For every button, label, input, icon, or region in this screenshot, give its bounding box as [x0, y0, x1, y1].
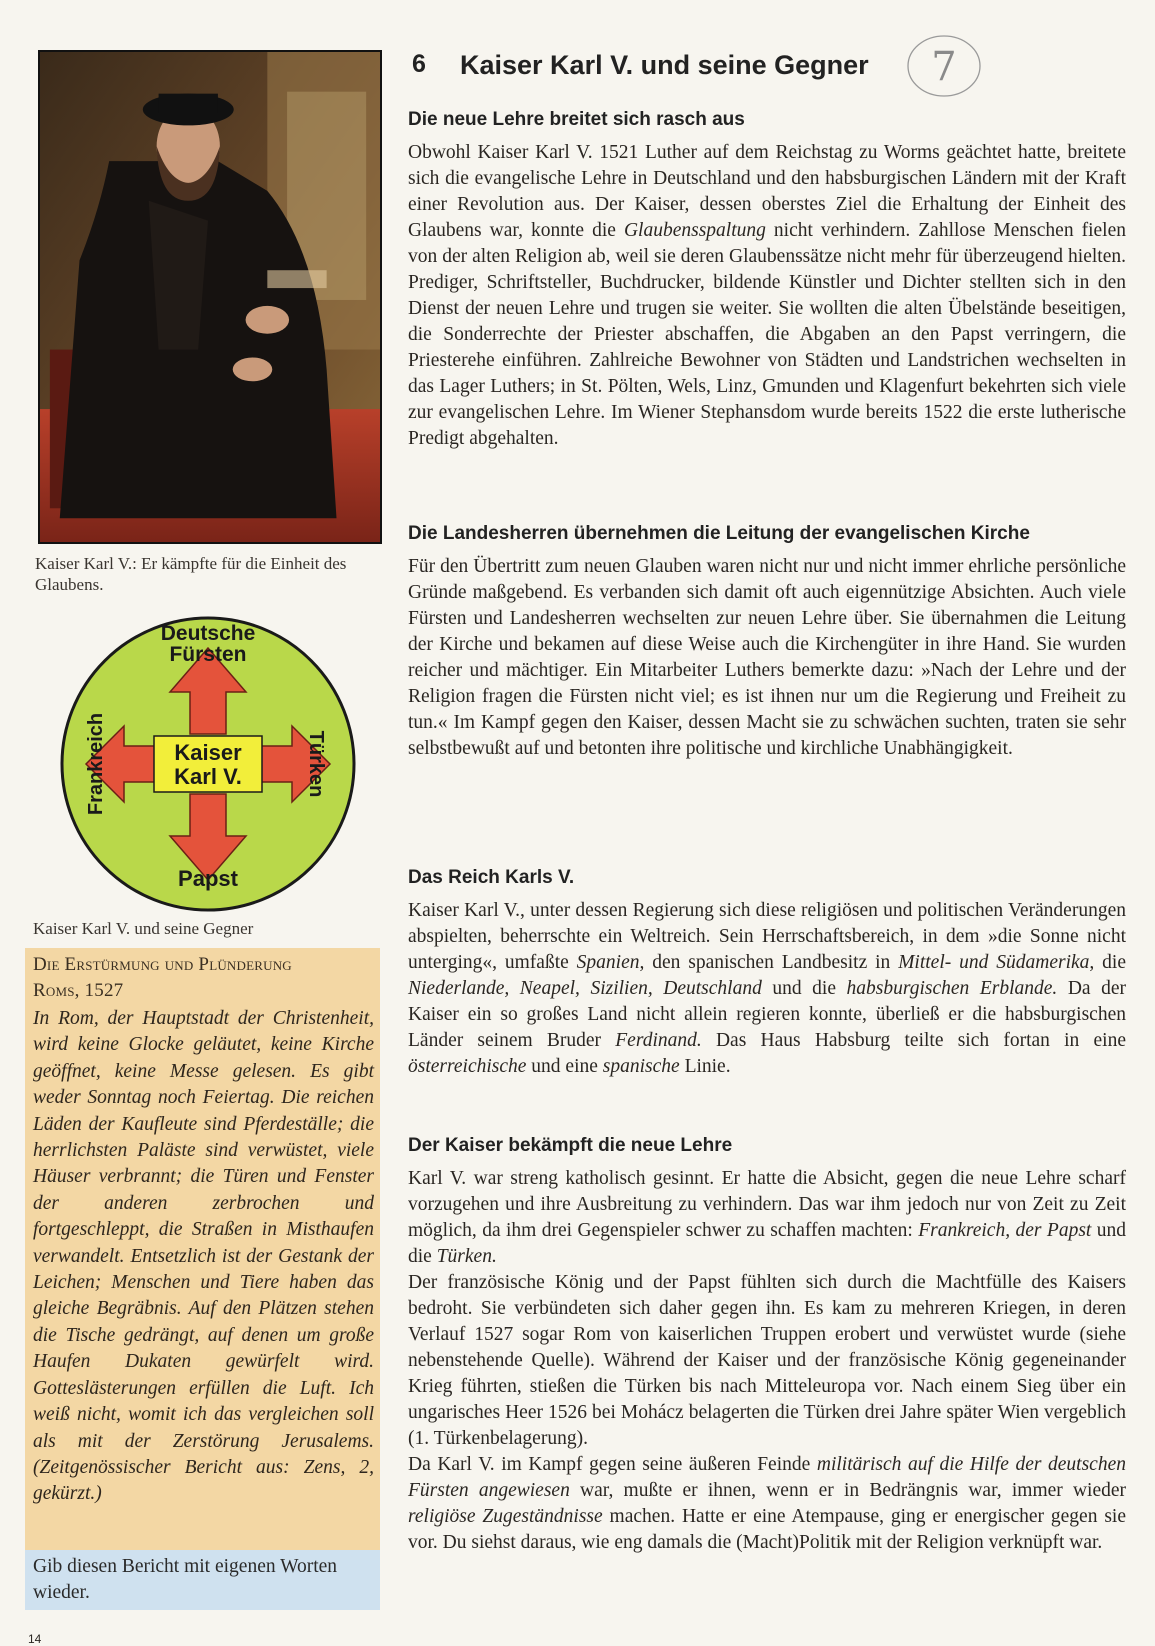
section-heading: Die Landesherren übernehmen die Leitung der evangelischen Kirche [408, 523, 1030, 544]
bottom-label: Papst [178, 866, 238, 891]
source-box [25, 948, 380, 1550]
source-title-line-2: Roms, 1527 [33, 980, 124, 1001]
right-label: Türken [305, 730, 327, 798]
section-paragraph: Kaiser Karl V., unter dessen Regierung sich diese religiösen und politischen Veränderungen abspielten, beherrschte ein Weltreich. Sein Herrschaftsbereich, in dem »die Sonne nicht unterging«, umfaßte Spanien, den spanischen Landbesitz in Mittel- und Südamerika, die Niederlande, Neapel, Sizilien, Deutschland und die habsburgischen Erblande. Da der Kaiser ein so großes Land nicht allein regieren konnte, überließ er die habsburgischen Länder seinem Bruder Ferdinand. Das Haus Habsburg teilte sich fortan in eine österreichische und eine spanische Linie. [408, 900, 1127, 1077]
center-label-1: Kaiser [174, 740, 242, 765]
top-label-2: Fürsten [169, 643, 247, 666]
section-paragraph-2: Der französische König und der Papst fühlten sich durch die Machtfülle des Kaisers bedroht. Sie verbündeten sich daher gegen ihn. Es kam zu mehreren Kriegen, in deren Verlauf 1527 sogar Rom von kaiserlichen Truppen erobert und verwüstet wurde (siehe nebenstehende Quelle). Während der Kaiser und der französische König gegeneinander Krieg führten, stießen die Türken bis nach Mitteleuropa vor. Nach einem Sieg über ein ungarisches Heer 1526 bei Mohácz belagerten die Türken drei Jahre später Wien vergeblich (1. Türkenbelagerung). [408, 1272, 1126, 1449]
source-title [33, 952, 374, 1004]
top-label-1: Deutsche [160, 622, 256, 645]
opponents-diagram [58, 614, 358, 914]
task-box: Gib diesen Bericht mit eigenen Worten wieder. [25, 1550, 380, 1610]
page-number: 14 [28, 1632, 42, 1646]
section-heading: Der Kaiser bekämpft die neue Lehre [408, 1135, 733, 1156]
source-title-line-1: Die Erstürmung und Plünderung [33, 954, 292, 975]
chapter-title: Kaiser Karl V. und seine Gegner [460, 50, 869, 80]
diagram-caption: Kaiser Karl V. und seine Gegner [33, 919, 254, 938]
section-paragraph: Obwohl Kaiser Karl V. 1521 Luther auf dem Reichstag zu Worms geächtet hatte, breitete sich die evangelische Lehre in Deutschland und den habsburgischen Ländern mit der Kraft einer Revolution aus. Der Kaiser, dessen oberstes Ziel die Erhaltung der Einheit des Glaubens war, konnte die Glaubensspaltung nicht verhindern. Zahllose Menschen fielen von der alten Religion ab, weil sie deren Glaubenssätze nicht mehr für überzeugend hielten. Prediger, Schriftsteller, Buchdrucker, bildende Künstler und Dichter stellten sich in den Dienst der neuen Lehre und trugen sie weiter. Sie wollten die alten Übelstände beseitigen, die Sonderrechte der Priester abschaffen, die Abgaben an den Papst verringern, die Priesterehe einführen. Zahlreiche Bewohner von Städten und Landstrichen wechselten in das Lager Luthers; in St. Pölten, Wels, Linz, Gmunden und Klagenfurt bekehrten sich viele zur evangelischen Lehre. Im Wiener Stephansdom wurde bereits 1522 die erste lutherische Predigt abgehalten. [408, 142, 1126, 449]
page-mark-number: 7 [931, 44, 957, 90]
section-paragraph-1: Karl V. war streng katholisch gesinnt. Er hatte die Absicht, gegen die neue Lehre scharf vorzugehen und ihre Ausbreitung zu verhindern. Das war ihm jedoch nur von Zeit zu Zeit möglich, da ihm drei Gegenspieler schwer zu schaffen machten: Frankreich, der Papst und die Türken. [408, 1168, 1127, 1267]
section-paragraph-3: Da Karl V. im Kampf gegen seine äußeren Feinde militärisch auf die Hilfe der deutschen Fürsten angewiesen war, mußte er ihnen, wenn er in Bedrängnis war, immer wieder religiöse Zugeständnisse machen. Hatte er eine Atempause, ging er energischer gegen sie vor. Du siehst daraus, wie eng damals die (Macht)Politik mit der Religion verknüpft war. [408, 1454, 1126, 1553]
center-label-2: Karl V. [174, 764, 242, 789]
portrait-caption: Kaiser Karl V.: Er kämpfte für die Einheit des Glaubens. [35, 554, 347, 594]
left-label: Frankreich [85, 712, 107, 816]
handwritten-page-mark [900, 30, 990, 100]
section-paragraph: Für den Übertritt zum neuen Glauben waren nicht nur und nicht immer ehrliche persönliche Gründe maßgebend. Es verbanden sich damit oft auch eigennützige Absichten. Auch viele Fürsten und Landesherren wechselten zur neuen Lehre über. Sie übernahmen die Leitung der Kirche und bekamen auf diese Weise auch die Kirchengüter in ihre Hand. Sie wurden reicher und mächtiger. Ein Mitarbeiter Luthers bemerkte dazu: »Nach der Lehre und der Religion fragen die Fürsten nicht viel; es ist ihnen nur um die Regierung und Freiheit zu tun.« Im Kampf gegen den Kaiser, dessen Macht sie zu schwächen suchten, traten sie sehr selbstbewußt auf und betonten ihre politische und kirchliche Unabhängigkeit. [408, 556, 1126, 759]
section-landesherren [408, 522, 1126, 762]
section-kaiser-bekaempft [408, 1134, 1126, 1556]
section-heading: Die neue Lehre breitet sich rasch aus [408, 109, 745, 130]
source-text: In Rom, der Hauptstadt der Christenheit, wird keine Glocke geläutet, keine Kirche geöffnet, keine Messe gelesen. Es gibt weder Sonntag noch Feiertag. Die reichen Läden der Kaufleute sind Pferdeställe; die herrlichsten Paläste sind verwüstet, viele Häuser verbrannt; die Türen und Fenster der anderen zerbrochen und fortgeschleppt, die Straßen in Misthaufen verwandelt. Entsetzlich ist der Gestank der Leichen; Menschen und Tiere haben das gleiche Begräbnis. Auf den Plätzen stehen die Tische gedrängt, auf denen um große Haufen Dukaten gewürfelt wird. Gotteslästerungen erfüllen die Luft. Ich weiß nicht, womit ich das vergleichen soll als mit der Zerstörung Jerusalems. (Zeitgenössischer Bericht aus: Zens, 2, gekürzt.) [33, 1008, 374, 1505]
portrait-painting [38, 50, 382, 544]
chapter-number: 6 [412, 50, 426, 78]
section-neue-lehre [408, 108, 1126, 452]
section-reich [408, 866, 1126, 1080]
section-heading: Das Reich Karls V. [408, 867, 575, 888]
